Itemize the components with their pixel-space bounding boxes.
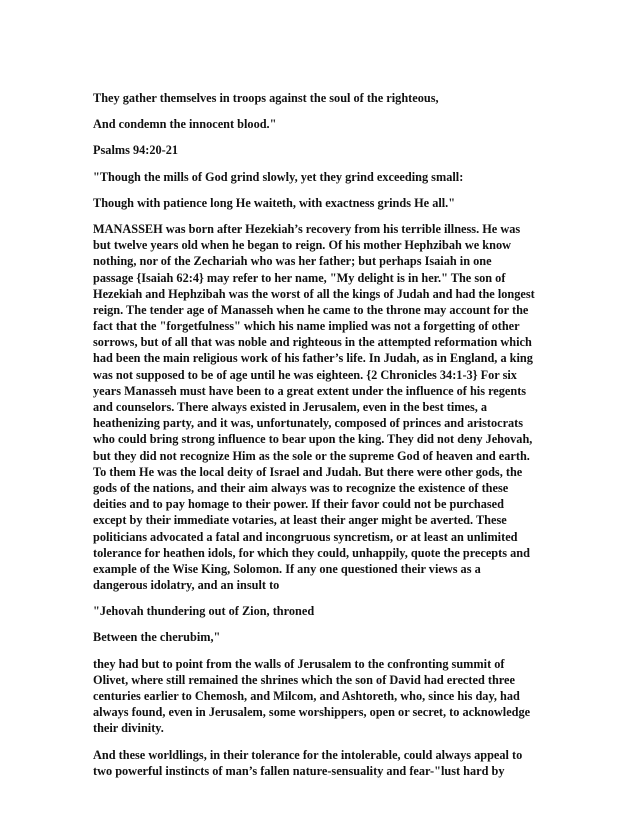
text-line: "Though the mills of God grind slowly, yet they grind exceeding small: [93,169,464,184]
paragraph-p2 [93,116,553,132]
document-page [93,90,553,789]
text-line: had been the main religious work of his father’s life. In Judah, as in England, a king [93,351,533,366]
paragraph-p9 [93,656,553,737]
text-line: nothing, nor of the Zechariah who was her father; but perhaps Isaiah in one [93,254,492,269]
paragraph-p6 [93,221,553,593]
text-line: except by their immediate votaries, at least their anger might be averted. These [93,513,507,528]
text-line: Between the cherubim," [93,630,221,645]
text-line: dangerous idolatry, and an insult to [93,578,280,593]
text-line: gods of the nations, and their aim always was to recognize the existence of these [93,480,509,495]
text-line: their divinity. [93,721,164,736]
text-line: Hezekiah and Hephzibah was the worst of all the kings of Judah and had the longest [93,286,535,301]
text-line: tolerance for heathen idols, for which they could, unhappily, quote the precepts and [93,545,530,560]
text-line: they had but to point from the walls of Jerusalem to the confronting summit of [93,656,505,671]
text-line: always found, even in Jerusalem, some worshippers, open or secret, to acknowledge [93,705,531,720]
text-line: passage {Isaiah 62:4} may refer to her name, "My delight is in her." The son of [93,270,506,285]
paragraph-p1 [93,90,553,106]
paragraph-p7 [93,603,553,619]
paragraph-p3 [93,142,553,158]
text-line: Olivet, where still remained the shrines which the son of David had erected three [93,672,515,687]
text-line: And condemn the innocent blood." [93,117,277,132]
text-line: was not supposed to be of age until he was eighteen. {2 Chronicles 34:1-3} For six [93,367,517,382]
text-line: To them He was the local deity of Israel and Judah. But there were other gods, the [93,464,523,479]
paragraph-p5 [93,195,553,211]
text-line: who could bring strong influence to bear upon the king. They did not deny Jehovah, [93,432,533,447]
text-line: They gather themselves in troops against the soul of the righteous, [93,91,439,105]
text-line: And these worldlings, in their tolerance for the intolerable, could always appeal to [93,747,523,762]
text-line: but they did not recognize Him as the sole or the supreme God of heaven and earth. [93,448,530,463]
text-line: MANASSEH was born after Hezekiah’s recovery from his terrible illness. He was [93,221,521,236]
text-line: but twelve years old when he began to reign. Of his mother Hephzibah we know [93,238,511,253]
text-line: deities and to pay homage to their power. If their favor could not be purchased [93,497,504,512]
text-line: Psalms 94:20-21 [93,143,179,158]
text-line: and counselors. There always existed in Jerusalem, even in the best times, a [93,400,488,414]
text-line: Though with patience long He waiteth, with exactness grinds He all." [93,195,456,210]
paragraph-p4 [93,169,553,185]
paragraph-p10 [93,747,553,779]
text-line: fact that the "forgetfulness" which his name implied was not a forgetting of other [93,319,520,334]
text-line: politicians advocated a fatal and incongruous syncretism, or at least an unlimited [93,529,518,544]
text-line: years Manasseh must have been to a great extent under the influence of his regents [93,383,527,398]
text-line: heathenizing party, and it was, unfortunately, composed of princes and aristocrats [93,416,524,431]
text-line: centuries earlier to Chemosh, and Milcom, and Ashtoreth, who, since his day, had [93,689,520,703]
text-line: "Jehovah thundering out of Zion, throned [93,604,315,619]
text-line: sorrows, but of all that was noble and righteous in the attempted reformation which [93,335,532,350]
text-line: two powerful instincts of man’s fallen nature-sensuality and fear-"lust hard by [93,763,505,778]
text-line: reign. The tender age of Manasseh when he came to the throne may account for the [93,302,529,317]
paragraph-p8 [93,629,553,645]
text-line: example of the Wise King, Solomon. If any one questioned their views as a [93,561,481,576]
